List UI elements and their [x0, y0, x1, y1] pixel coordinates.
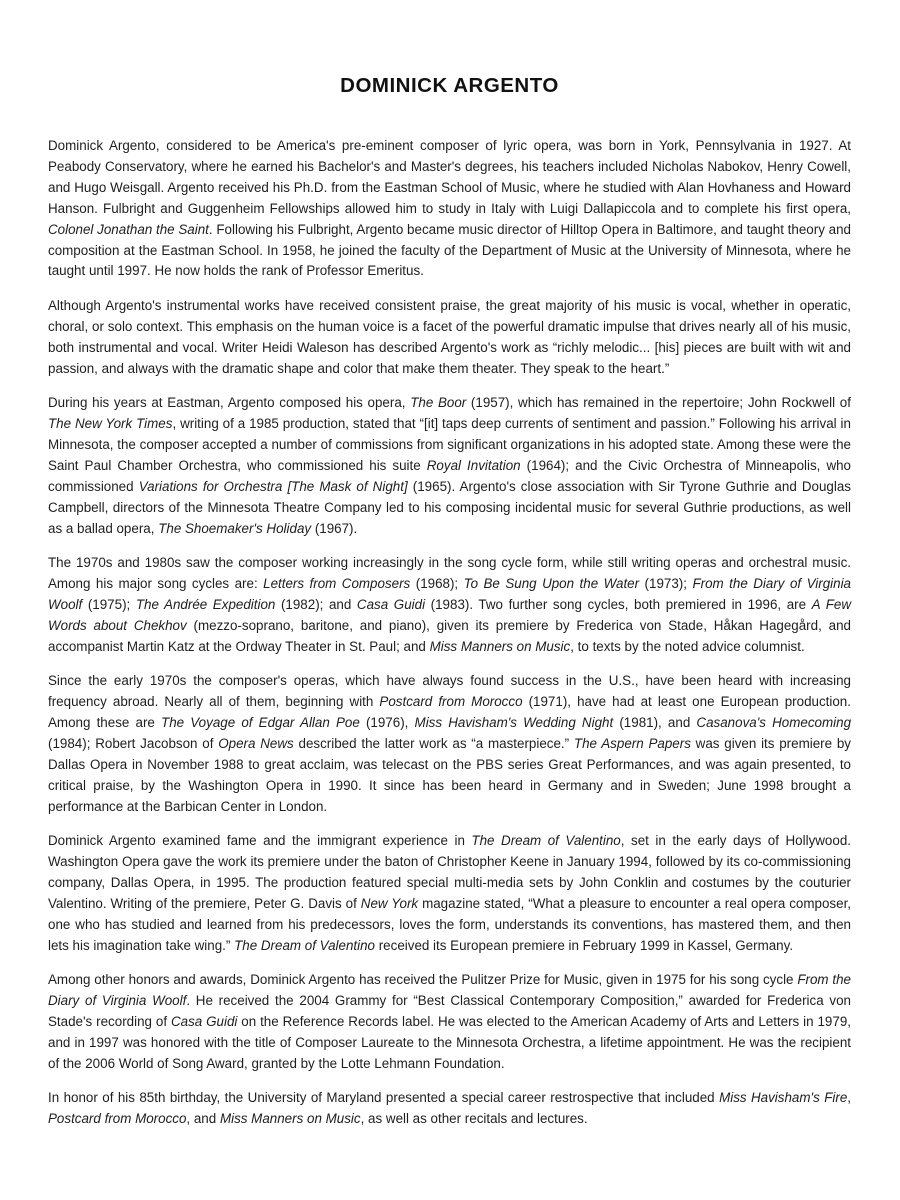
italic-title-text: A Few Words about Chekhov: [48, 596, 852, 633]
italic-title-text: From the Diary of Virginia Woolf: [48, 972, 852, 1009]
paragraph-text: (1975);: [82, 596, 136, 612]
paragraph-text: Dominick Argento, considered to be America's pre-eminent composer of lyric opera, was born in York, Pennsylvania in 1927. At Peabody Conservatory, where he earned his Bachelor's and Master's degrees, his teachers included Nicholas Nabokov, Henry Cowell, and Hugo Weisgall. Argento received his Ph.D. from the Eastman School of Music, where he studied with Alan Hovhaness and Howard Hanson. Fulbright and Guggenheim Fellowships allowed him to study in Italy with Luigi Dallapiccola and to complete his first opera,: [48, 138, 851, 216]
paragraph-text: (1968);: [410, 576, 464, 591]
body-paragraph: [48, 296, 851, 380]
biography-body: [48, 136, 851, 1130]
italic-title-text: The Dream of Valentino: [234, 937, 375, 953]
italic-title-text: Miss Manners on Music: [219, 1111, 361, 1127]
paragraph-text: was given its premiere by Dallas Opera in November 1988 to great acclaim, was telecast on the PBS series Great Performances, and was again presented, to critical praise, by the Washington Opera in 1990. It since has been heard in Germany and in Sweden; June 1998 brought a performance at the Barbican Center in London.: [48, 735, 851, 814]
paragraph-text: , as well as other recitals and lectures.: [360, 1111, 588, 1127]
paragraph-text: Among other honors and awards, Dominick Argento has received the Pulitzer Prize for Music, given in 1975 for his song cycle: [48, 972, 798, 988]
italic-title-text: From the Diary of Virginia Woolf: [48, 576, 851, 612]
paragraph-text: , and: [186, 1111, 220, 1127]
paragraph-text: , set in the early days of Hollywood. Washington Opera gave the work its premiere under the baton of Christopher Keene in January 1994, followed by its co-commissioning company, Dallas Opera, in 1995. The production featured special multi-media sets by John Conklin and costumes by the couturier Valentino. Writing of the premiere, Peter G. Davis of: [48, 833, 851, 911]
paragraph-text: (1982); and: [275, 596, 357, 612]
paragraph-text: In honor of his 85th birthday, the University of Maryland presented a special career restrospective that included: [48, 1090, 720, 1106]
paragraph-text: (1971), have had at least one European production. Among these are: [48, 694, 851, 731]
italic-title-text: Postcard from Morocco: [48, 1111, 187, 1127]
paragraph-text: received its European premiere in February 1999 in Kassel, Germany.: [375, 937, 794, 953]
italic-title-text: The Dream of Valentino: [471, 833, 621, 849]
italic-title-text: Miss Havisham's Wedding Night: [414, 715, 614, 731]
paragraph-text: . He received the 2004 Grammy for “Best Classical Contemporary Composition,” awarded for Frederica von Stade's recording of: [48, 993, 851, 1029]
paragraph-text: (1967).: [311, 520, 358, 536]
body-paragraph: [48, 553, 851, 658]
italic-title-text: Letters from Composers: [263, 576, 411, 591]
paragraph-text: Since the early 1970s the composer's operas, which have always found success in the U.S., have been heard with increasing frequency abroad. Nearly all of them, beginning with: [48, 673, 851, 710]
body-paragraph: [48, 970, 851, 1075]
paragraph-text: . Following his Fulbright, Argento became music director of Hilltop Opera in Baltimore, and taught theory and composition at the Eastman School. In 1958, he joined the faculty of the Department of Music at the University of Minnesota, where he taught until 1997. He now holds the rank of Professor Emeritus.: [48, 221, 851, 279]
italic-title-text: To Be Sung Upon the Water: [463, 576, 640, 591]
paragraph-text: on the Reference Records label. He was elected to the American Academy of Arts and Letters in 1979, and in 1997 was honored with the title of Composer Laureate to the Minnesota Orchestra, a lifetime appointment. He was the recipient of the 2006 World of Song Award, granted by the Lotte Lehmann Foundation.: [48, 1014, 851, 1071]
italic-title-text: The Aspern Papers: [573, 735, 691, 751]
paragraph-text: (1964); and the Civic Orchestra of Minneapolis, who commissioned: [48, 457, 852, 494]
italic-title-text: Postcard from Morocco: [379, 694, 523, 710]
italic-title-text: Miss Manners on Music: [429, 638, 571, 654]
paragraph-text: The 1970s and 1980s saw the composer working increasingly in the song cycle form, while still writing operas and orchestral music. Among his major song cycles are:: [48, 555, 851, 591]
italic-title-text: Variations for Orchestra [The Mask of Night]: [138, 478, 408, 494]
italic-title-text: Miss Havisham's Fire: [719, 1090, 848, 1106]
paragraph-text: described the latter work as “a masterpiece.”: [293, 735, 574, 751]
italic-title-text: Royal Invitation: [426, 457, 521, 473]
italic-title-text: New York: [360, 895, 419, 911]
italic-title-text: The Voyage of Edgar Allan Poe: [161, 715, 360, 731]
paragraph-text: , writing of a 1985 production, stated that “[it] taps deep currents of sentiment and passion.” Following his arrival in Minnesota, the composer accepted a number of commissions from significant organizations in his adopted state. Among these were the Saint Paul Chamber Orchestra, who commissioned his suite: [48, 416, 851, 473]
page-title: DOMINICK ARGENTO: [340, 74, 559, 97]
body-paragraph: [48, 831, 851, 956]
body-paragraph: [48, 1088, 851, 1130]
italic-title-text: The Boor: [410, 395, 467, 411]
italic-title-text: Casa Guidi: [356, 596, 426, 612]
paragraph-text: magazine stated, “What a pleasure to encounter a real opera composer, one who has studied and learned from his predecessors, loves the form, understands its conventions, has mastered them, and then lets his imagination take wing.”: [48, 895, 852, 953]
paragraph-text: ,: [847, 1090, 851, 1106]
italic-title-text: Colonel Jonathan the Saint: [48, 221, 209, 237]
paragraph-text: (1957), which has remained in the repertoire; John Rockwell of: [466, 395, 851, 411]
paragraph-text: (1976),: [359, 715, 415, 731]
paragraph-text: , to texts by the noted advice columnist.: [570, 638, 805, 654]
paragraph-text: (1973);: [639, 576, 693, 591]
paragraph-text: Although Argento's instrumental works have received consistent praise, the great majority of his music is vocal, whether in operatic, choral, or solo context. This emphasis on the human voice is a facet of the powerful dramatic impulse that drives nearly all of his music, both instrumental and vocal. Writer Heidi Waleson has described Argento's work as “richly melodic... [his] pieces are built with wit and passion, and always with the dramatic shape and color that make them theater. They speak to the heart.”: [48, 297, 851, 376]
paragraph-text: (1965). Argento's close association with Sir Tyrone Guthrie and Douglas Campbell, directors of the Minnesota Theatre Company led to his composing incidental music for several Guthrie productions, as well as a ballad opera,: [48, 478, 851, 536]
italic-title-text: Opera News: [218, 735, 294, 751]
italic-title-text: The Andrée Expedition: [135, 596, 276, 612]
italic-title-text: The New York Times: [48, 416, 173, 432]
body-paragraph: [48, 136, 851, 282]
paragraph-text: (mezzo-soprano, baritone, and piano), given its premiere by Frederica von Stade, Håkan Hagegård, and accompanist Martin Katz at the Ordway Theater in St. Paul; and: [48, 617, 851, 654]
body-paragraph: [48, 393, 851, 539]
paragraph-text: During his years at Eastman, Argento composed his opera,: [48, 395, 411, 411]
paragraph-text: (1984); Robert Jacobson of: [48, 735, 219, 751]
body-paragraph: [48, 671, 851, 817]
paragraph-text: (1983). Two further song cycles, both premiered in 1996, are: [425, 596, 812, 612]
paragraph-text: Dominick Argento examined fame and the immigrant experience in: [48, 833, 472, 849]
italic-title-text: Casanova's Homecoming: [696, 715, 852, 731]
paragraph-text: (1981), and: [613, 715, 697, 731]
italic-title-text: The Shoemaker's Holiday: [158, 520, 312, 536]
italic-title-text: Casa Guidi: [170, 1014, 238, 1029]
